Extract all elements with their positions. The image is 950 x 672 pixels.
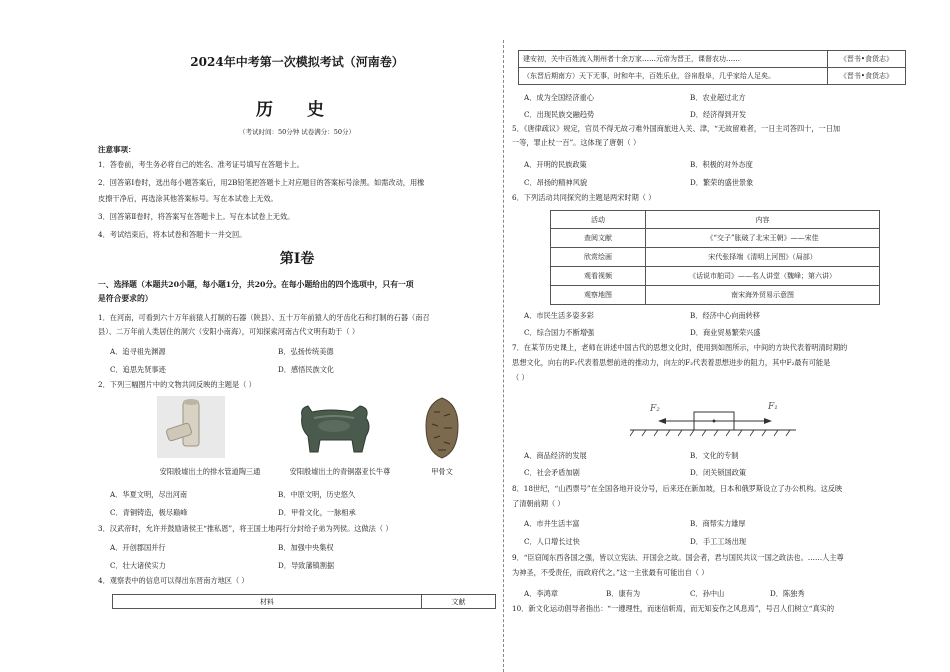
notes-title: 注意事项：: [98, 145, 136, 154]
option-d[interactable]: D．导致藩镇割据: [278, 561, 335, 570]
table-cell: 查阅文献: [551, 229, 646, 248]
option-b[interactable]: B．积极的对外态度: [690, 160, 753, 169]
oracle-bone-image: [422, 396, 462, 460]
section-line: 是符合要求的）: [98, 294, 153, 304]
pottery-pipe-image: [157, 396, 225, 458]
option-c[interactable]: C．出现民族交融趋势: [524, 110, 595, 119]
table-cell: 南宋海外贸易示意图: [646, 286, 880, 305]
subject-title: 历 史: [256, 100, 338, 120]
question-line: 9．“臣窃闻东西各国之强，皆以立宪法、开国会之故。国会者，君与国民共议一国之政法也。……人主尊: [512, 553, 844, 562]
note-item: 皮擦干净后，再选涂其他答案标号。写在本试卷上无效。: [98, 194, 278, 203]
table-cell: 《“交子”胀破了北宋王朝》——宋佳: [646, 229, 880, 248]
question-line: 7．在某节历史课上，老师在讲述中国古代的思想文化时，使用到如图所示，中间的方块代表着明清时期的: [512, 343, 848, 352]
question-line: 县）、二万年前人类居住的洞穴（安阳小南海），可知探索河南古代文明有助于（ ）: [98, 327, 360, 337]
question-5: [512, 122, 912, 151]
bronze-ox-zun-image: [290, 396, 380, 460]
section-line: 一、选择题（本题共20小题，每小题1分，共20分。在每小题给出的四个选项中，只有一项: [98, 280, 414, 289]
option-b[interactable]: B．商帮实力雄厚: [690, 519, 746, 528]
option-b[interactable]: B．中原文明，历史悠久: [278, 490, 356, 499]
table-header-activity: 活动: [551, 211, 646, 229]
question-line: 5．《唐律疏议》规定，官员不得无故刁难外国商旅进入关、津，“无故留难者，一日主司答四十，一日加: [512, 124, 841, 133]
table-header-source: 文献: [422, 595, 496, 609]
caption-oracle-bone: 甲骨文: [431, 467, 453, 476]
option-c[interactable]: C．追思先贤事迹: [110, 365, 166, 374]
option-a[interactable]: A．开创郡国并行: [110, 543, 166, 552]
option-b[interactable]: B．康有为: [606, 589, 641, 598]
option-a[interactable]: A．追寻祖先渊源: [110, 347, 166, 356]
question-7: [512, 340, 912, 385]
note-item: 3．回答第Ⅱ卷时，将答案写在答题卡上。写在本试卷上无效。: [98, 212, 295, 221]
f1-label: F₁: [768, 402, 778, 412]
caption-bronze-ox: 安阳殷墟出土的青铜器亚长牛尊: [289, 467, 391, 476]
option-c[interactable]: C．青铜铸造，极尽巅峰: [110, 508, 188, 517]
exam-title: 2024年中考第一次模拟考试（河南卷）: [190, 55, 404, 69]
question-9: [512, 550, 912, 580]
option-d[interactable]: D．手工工场出现: [690, 537, 747, 546]
option-d[interactable]: D．陈独秀: [770, 589, 805, 598]
option-d[interactable]: D．甲骨文化，一脉相承: [278, 508, 356, 517]
option-a[interactable]: A．商品经济的发展: [524, 451, 587, 460]
table-header-content: 内容: [646, 211, 880, 229]
option-b[interactable]: B．弘扬传统美德: [278, 347, 334, 356]
caption-pottery-pipe: 安阳殷墟出土的排水管道陶三通: [159, 467, 261, 476]
force-diagram: [628, 400, 798, 440]
table-cell: 欣赏绘画: [551, 248, 646, 267]
q6-table: [550, 210, 880, 305]
option-b[interactable]: B．文化的专制: [690, 451, 739, 460]
table-cell: 观察地图: [551, 286, 646, 305]
question-4: 4．观察表中的信息可以得出东晋南方地区（ ）: [98, 576, 249, 585]
note-item: 4．考试结束后，将本试卷和答题卡一并交回。: [98, 230, 247, 239]
q4-table-header: [112, 594, 496, 609]
option-a[interactable]: A．开明的民族政策: [524, 160, 587, 169]
question-1: [98, 311, 498, 340]
question-line: 8．18世纪，“山西票号”在全国各地开设分号，后来还在新加坡，日本和俄罗斯设立了办公机构。这反映: [512, 484, 843, 493]
question-2: 2．下列三幅图片中的文物共同反映的主题是（ ）: [98, 380, 256, 389]
option-a[interactable]: A．成为全国经济重心: [524, 93, 594, 102]
question-line: 为神圣，不受责任，而政府代之。”这一主张最有可能出自（ ）: [512, 568, 709, 578]
question-3: 3．汉武帝时，允许并鼓励诸侯王“推私恩”，将王国土地再行分封给子弟为列侯。这做法（ ）: [98, 524, 393, 533]
note-item: 1．答卷前，考生务必将自己的姓名、准考证号填写在答题卡上。: [98, 160, 304, 169]
option-c[interactable]: C．孙中山: [690, 589, 725, 598]
table-cell: 宋代张择端《清明上河图》（局部）: [646, 248, 880, 267]
table-cell: 建安初，关中百姓流入荆州者十余万家……元帝为晋王，课督农功……: [519, 51, 828, 68]
question-line: 思想文化，向右的F₁代表着思想前进的推动力，向左的F₂代表着思想进步的阻力，其中F₂最有可能是: [512, 358, 831, 368]
question-10: 10．新文化运动倡导者指出：“一遵理性，而迷信斩焉，而无知妄作之风息焉”，号召人们树立“真实的: [512, 604, 835, 613]
option-a[interactable]: A．李鸿章: [524, 589, 558, 598]
option-c[interactable]: C．社会矛盾加剧: [524, 468, 580, 477]
q4-table-body: [518, 50, 906, 85]
f2-label: F₂: [650, 404, 660, 414]
option-a[interactable]: A．市民生活多姿多彩: [524, 311, 594, 320]
option-c[interactable]: C．壮大诸侯实力: [110, 561, 166, 570]
question-line: 一等，罪止杖一百”。这体现了唐朝（ ）: [512, 138, 641, 148]
option-d[interactable]: D．商业贸易繁荣兴盛: [690, 328, 761, 337]
table-cell: 观看视频: [551, 267, 646, 286]
table-cell: 《晋书•食货志》: [828, 51, 906, 68]
option-a[interactable]: A．华夏文明，尽出河南: [110, 490, 188, 499]
option-d[interactable]: D．繁荣的盛世景象: [690, 178, 754, 187]
part-title: 第Ⅰ卷: [279, 251, 315, 267]
option-b[interactable]: B．经济中心向南转移: [690, 311, 760, 320]
option-b[interactable]: B．加强中央集权: [278, 543, 334, 552]
question-line: 1．在河南，可看到六十万年前猿人打制的石器（陕县）、五十万年前猿人的牙齿化石和打制的石器（南召: [98, 313, 430, 322]
option-b[interactable]: B．农业超过北方: [690, 93, 746, 102]
option-c[interactable]: C．人口增长过快: [524, 537, 580, 546]
option-d[interactable]: D．闭关锁国政策: [690, 468, 747, 477]
option-c[interactable]: C．昂扬的精神风貌: [524, 178, 588, 187]
question-6: 6．下列活动共同探究的主题是两宋时期（ ）: [512, 193, 656, 202]
option-d[interactable]: D．感悟民族文化: [278, 365, 335, 374]
note-item: 2．回答第Ⅰ卷时，选出每小题答案后，用2B铅笔把答题卡上对应题目的答案标号涂黑。如需改动，用橡: [98, 178, 425, 187]
table-header-material: 材料: [113, 595, 422, 609]
option-a[interactable]: A．市井生活丰富: [524, 519, 580, 528]
table-cell: （东晋后期南方）天下无事，时和年丰，百姓乐业，谷帛殷阜，几乎家给人足矣。: [519, 68, 828, 85]
table-cell: 《晋书•食货志》: [828, 68, 906, 85]
table-cell: 《话说市舶司》——名人讲堂（魏峰；第六讲）: [646, 267, 880, 286]
section-heading: [98, 278, 496, 306]
question-8: [512, 481, 912, 511]
option-d[interactable]: D．经济得到开发: [690, 110, 747, 119]
question-line: 了清朝前期（ ）: [512, 499, 565, 509]
exam-info: （考试时间：50分钟 试卷满分：50分）: [238, 128, 356, 136]
column-divider: [503, 40, 504, 672]
question-line: （ ）: [512, 373, 529, 383]
option-c[interactable]: C．综合国力不断增强: [524, 328, 595, 337]
